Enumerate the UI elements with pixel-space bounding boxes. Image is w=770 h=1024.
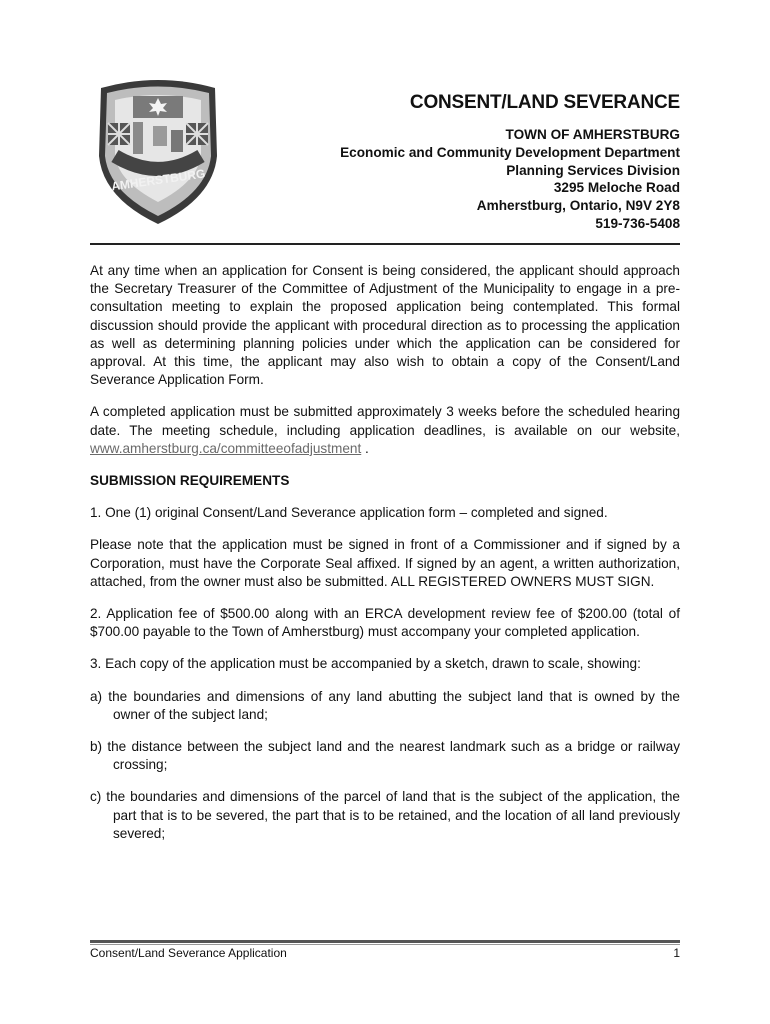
header-line-town: TOWN OF AMHERSTBURG xyxy=(505,127,680,142)
town-crest-logo xyxy=(93,78,223,226)
requirement-1: 1. One (1) original Consent/Land Severance application form – completed and signed. xyxy=(90,505,608,521)
header-divider xyxy=(90,243,680,245)
crest-lettering: AMHERSTBURG xyxy=(110,166,207,194)
header-line-division: Planning Services Division xyxy=(506,162,680,178)
document-header xyxy=(340,92,680,233)
requirement-3: 3. Each copy of the application must be accompanied by a sketch, drawn to scale, showing: xyxy=(90,656,641,672)
committee-website-link[interactable]: www.amherstburg.ca/committeeofadjustment xyxy=(90,440,362,456)
requirement-2: 2. Application fee of $500.00 along with an ERCA development review fee of $200.00 (total of $700.00 payable to the Town of Amherstburg) must accompany your completed application. xyxy=(90,606,680,640)
sketch-item-c: c) the boundaries and dimensions of the parcel of land that is the subject of the application, the part that is to be severed, the part that is to be retained, and the location of all land previously severed; xyxy=(90,789,680,841)
page-number: 1 xyxy=(673,946,680,960)
header-line-department: Economic and Community Development Department xyxy=(340,144,680,160)
header-line-city: Amherstburg, Ontario, N9V 2Y8 xyxy=(476,198,680,214)
sketch-item-b: b) the distance between the subject land and the nearest landmark such as a bridge or railway crossing; xyxy=(90,739,680,773)
deadline-text: A completed application must be submitted approximately 3 weeks before the scheduled hearing date. The meeting schedule, including application deadlines, is available on our website, xyxy=(90,404,680,438)
sketch-item-a: a) the boundaries and dimensions of any land abutting the subject land that is owned by the owner of the subject land; xyxy=(90,688,680,722)
page-footer xyxy=(90,946,680,960)
header-line-street: 3295 Meloche Road xyxy=(553,180,680,196)
header-line-phone: 519-736-5408 xyxy=(595,215,680,231)
footer-divider-thin xyxy=(90,944,680,945)
signature-note: Please note that the application must be signed in front of a Commissioner and if signed by a Corporation, must have the Corporate Seal affixed. If signed by an agent, a written authorization, attached, from the owner must also be submitted. ALL REGISTERED OWNERS MUST SIGN. xyxy=(90,537,680,589)
footer-label: Consent/Land Severance Application xyxy=(90,946,287,960)
submission-requirements-heading: SUBMISSION REQUIREMENTS xyxy=(90,473,290,489)
deadline-paragraph xyxy=(90,403,680,458)
intro-paragraph: At any time when an application for Consent is being considered, the applicant should approach the Secretary Treasurer of the Committee of Adjustment of the Municipality to engage in a pre-consultation meeting to explain the proposed application being contemplated. This formal discussion should provide the applicant with procedural direction as to processing the application as well as determining planning policies under which the application can be considered for approval. At this time, the applicant may also wish to obtain a copy of the Consent/Land Severance Application Form. xyxy=(90,263,680,388)
document-body xyxy=(90,262,680,857)
deadline-text-end: . xyxy=(361,440,369,456)
document-title: CONSENT/LAND SEVERANCE xyxy=(409,92,680,113)
footer-divider xyxy=(90,940,680,943)
